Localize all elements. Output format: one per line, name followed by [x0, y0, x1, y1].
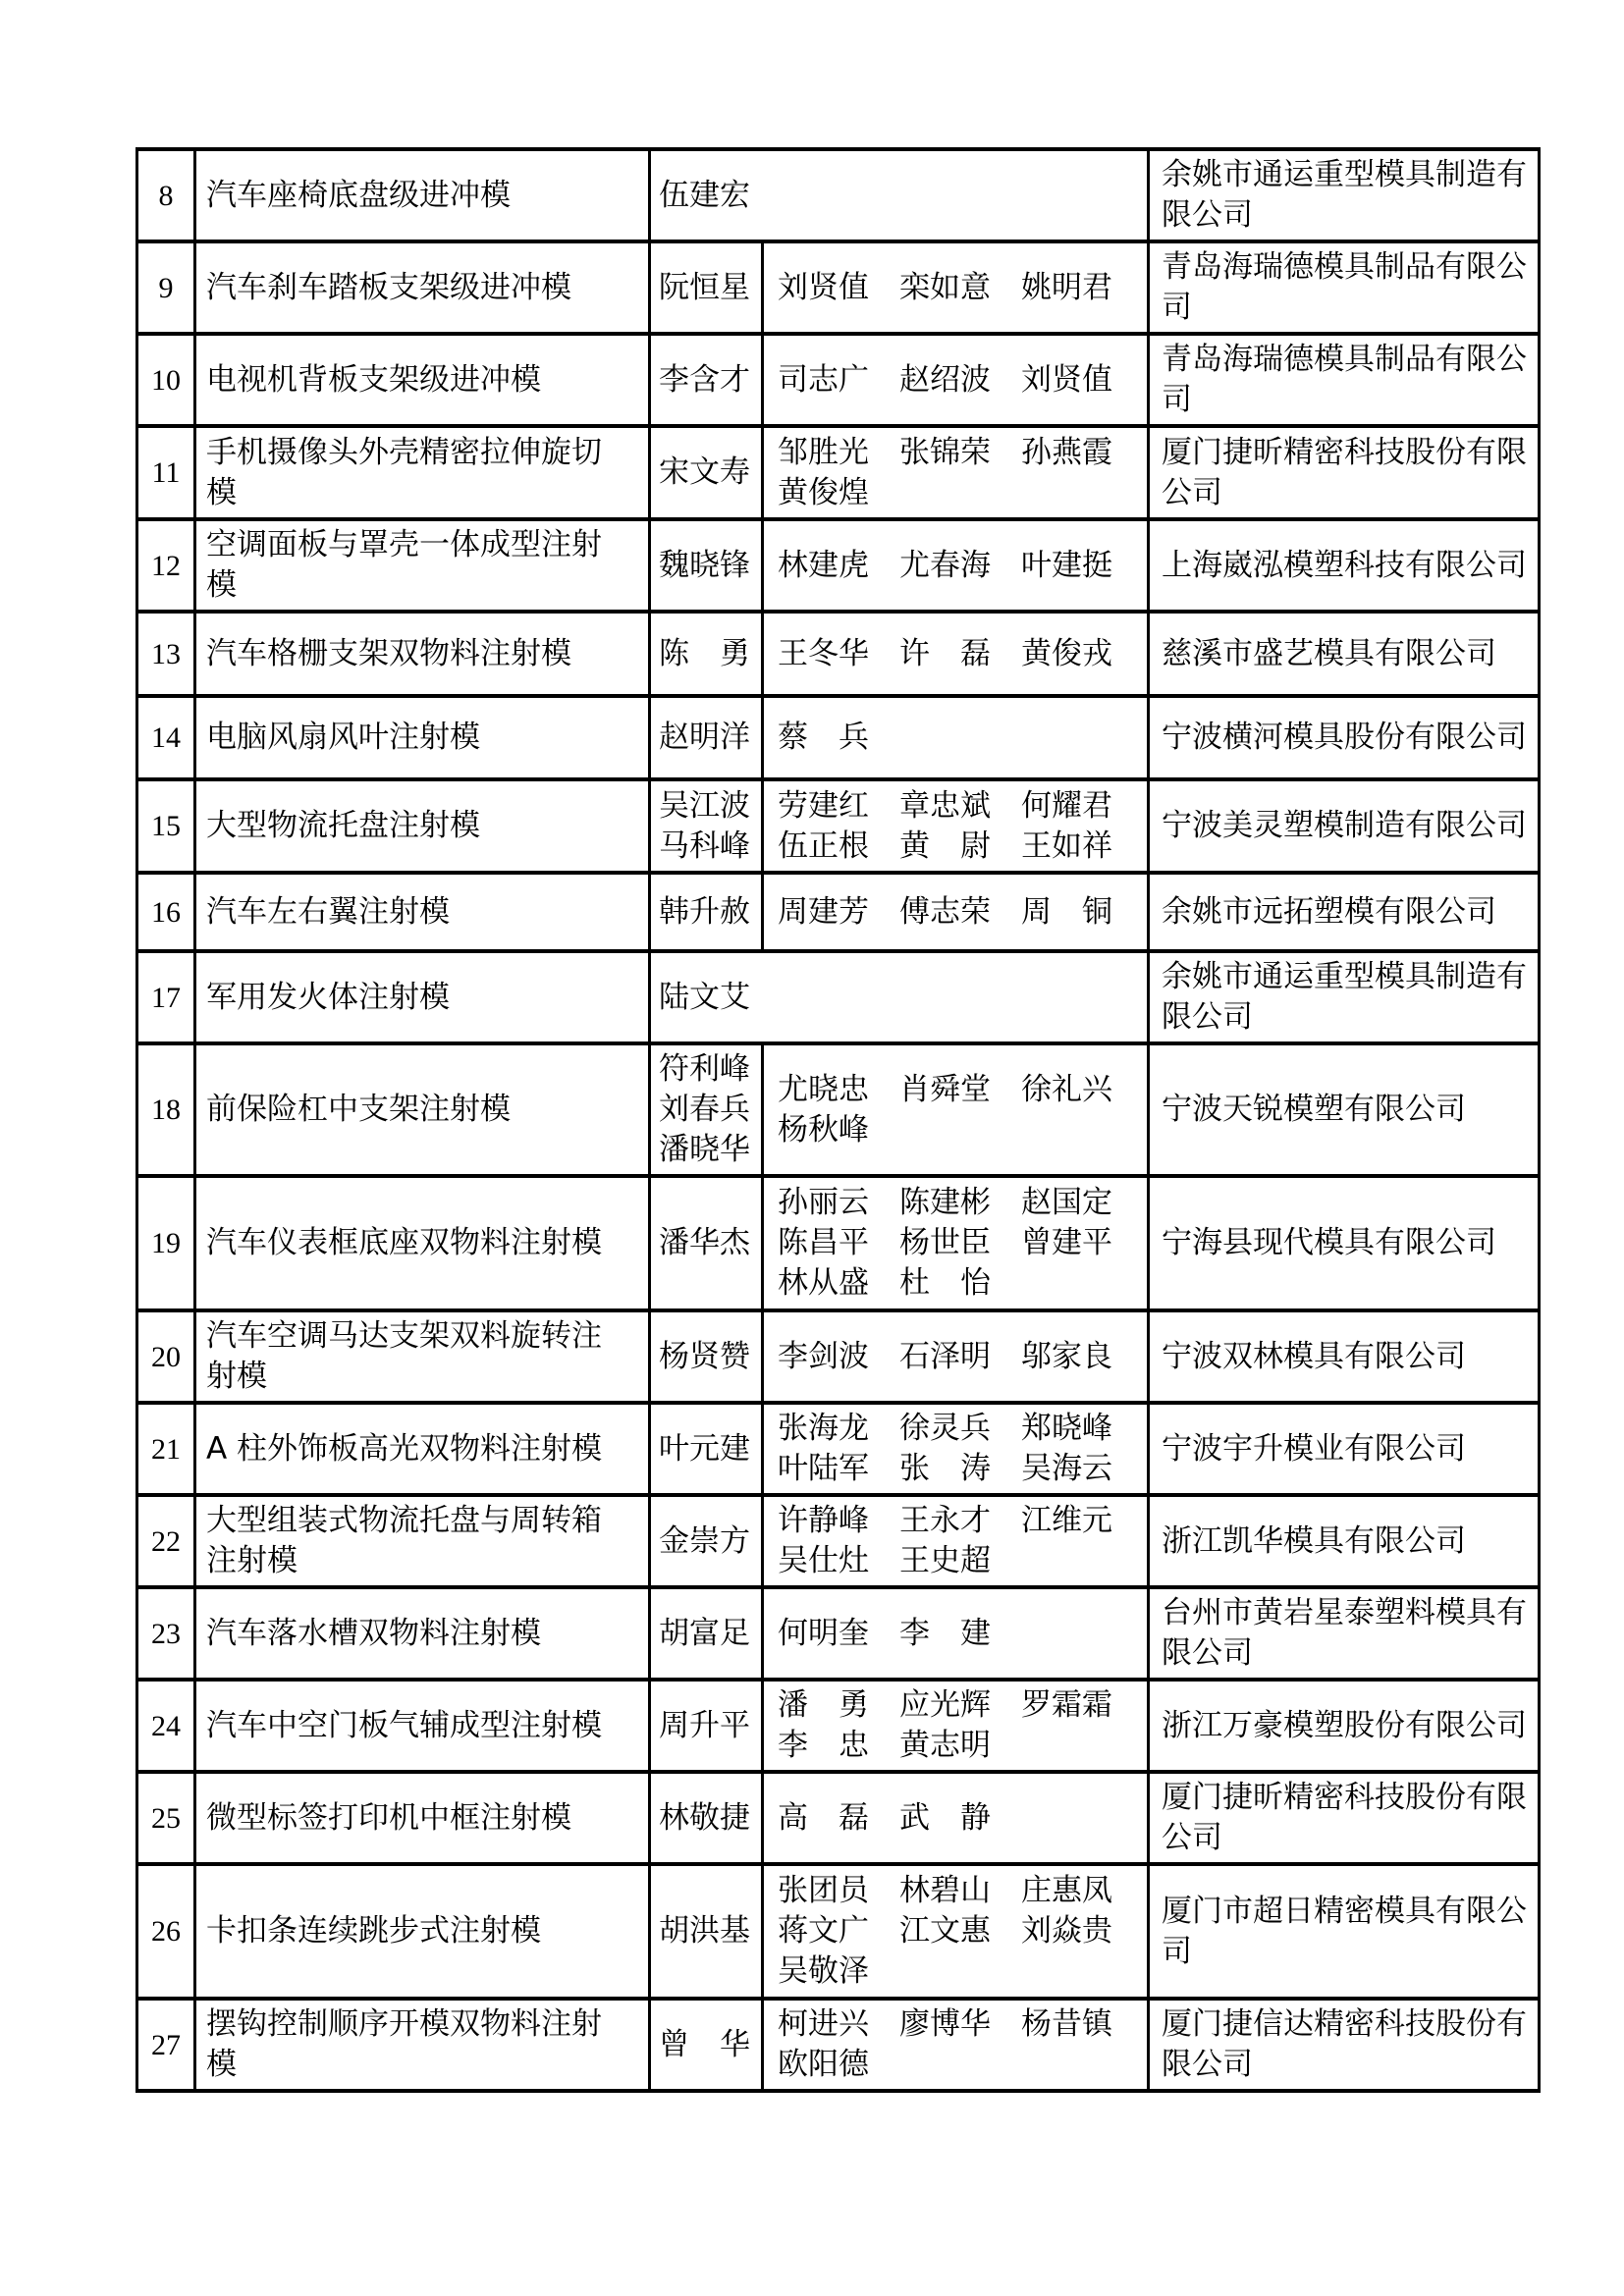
company-cell: 青岛海瑞德模具制品有限公司 — [1149, 241, 1540, 334]
row-number-cell: 13 — [137, 612, 195, 696]
team-members-line: 李剑波 石泽明 邬家良 — [778, 1338, 1112, 1374]
table-row — [137, 696, 1540, 779]
designer-merged-cell — [650, 951, 1149, 1043]
lead-designer-name: 叶元建 — [659, 1430, 750, 1467]
row-number-cell: 17 — [137, 951, 195, 1043]
lead-designer-name: 胡富足 — [659, 1615, 750, 1651]
team-members-line: 劳建红 章忠斌 何耀君 — [778, 787, 1112, 824]
company-cell: 厦门捷昕精密科技股份有限公司 — [1149, 426, 1540, 519]
team-members-line: 高 磊 武 静 — [778, 1799, 991, 1836]
row-number-cell: 21 — [137, 1403, 195, 1495]
project-name-cell: 汽车仪表框底座双物料注射模 — [195, 1176, 650, 1310]
lead-designer-cell — [650, 334, 763, 426]
row-number-cell: 19 — [137, 1176, 195, 1310]
lead-designer-name: 赵明洋 — [659, 720, 750, 755]
lead-designer-name: 韩升赦 — [659, 893, 750, 930]
team-members-cell — [763, 1176, 1149, 1310]
team-members-cell — [763, 241, 1149, 334]
row-number-cell: 18 — [137, 1043, 195, 1176]
team-members-line: 王冬华 许 磊 黄俊戎 — [778, 635, 1112, 671]
team-members-cell — [763, 1403, 1149, 1495]
project-name-cell: 汽车格栅支架双物料注射模 — [195, 612, 650, 696]
company-cell: 厦门捷昕精密科技股份有限公司 — [1149, 1772, 1540, 1864]
lead-designer-name: 阮恒星 — [659, 269, 750, 305]
project-name-cell: 微型标签打印机中框注射模 — [195, 1772, 650, 1864]
table-row — [137, 1176, 1540, 1310]
project-name-cell: 汽车左右翼注射模 — [195, 873, 650, 951]
company-cell: 宁波横河模具股份有限公司 — [1149, 696, 1540, 779]
project-name-cell: 军用发火体注射模 — [195, 951, 650, 1043]
company-cell: 宁波双林模具有限公司 — [1149, 1310, 1540, 1403]
team-members-line: 刘贤值 栾如意 姚明君 — [778, 269, 1112, 305]
row-number-cell: 20 — [137, 1310, 195, 1403]
table-row — [137, 1680, 1540, 1772]
team-members-line: 邹胜光 张锦荣 孙燕霞 — [778, 434, 1112, 470]
project-name-cell: 大型物流托盘注射模 — [195, 779, 650, 873]
table-row — [137, 149, 1540, 241]
table-row — [137, 1999, 1540, 2091]
table-row — [137, 779, 1540, 873]
lead-designer-cell — [650, 1495, 763, 1587]
team-members-line: 吴敬泽 — [778, 1953, 869, 1989]
table-row — [137, 873, 1540, 951]
lead-designer-cell — [650, 1772, 763, 1864]
lead-designer-cell — [650, 1680, 763, 1772]
row-number-cell: 12 — [137, 519, 195, 612]
project-name-cell: 汽车中空门板气辅成型注射模 — [195, 1680, 650, 1772]
team-members-line: 杨秋峰 — [778, 1111, 869, 1148]
team-members-line: 孙丽云 陈建彬 赵国定 — [778, 1185, 1112, 1220]
team-members-line: 蒋文广 江文惠 刘焱贵 — [778, 1913, 1112, 1949]
row-number-cell: 10 — [137, 334, 195, 426]
lead-designer-cell — [650, 519, 763, 612]
lead-designer-cell — [650, 1310, 763, 1403]
project-name-cell: A 柱外饰板高光双物料注射模 — [195, 1403, 650, 1495]
lead-designer-cell — [650, 696, 763, 779]
lead-designer-cell — [650, 1999, 763, 2091]
table-row — [137, 519, 1540, 612]
team-members-cell — [763, 1495, 1149, 1587]
table-row — [137, 1495, 1540, 1587]
team-members-line: 蔡 兵 — [778, 720, 869, 755]
lead-designer-name: 陈 勇 — [659, 635, 750, 671]
lead-designer-cell — [650, 1587, 763, 1680]
table-row — [137, 951, 1540, 1043]
company-cell: 慈溪市盛艺模具有限公司 — [1149, 612, 1540, 696]
row-number-cell: 27 — [137, 1999, 195, 2091]
team-members-line: 伍正根 黄 尉 王如祥 — [778, 828, 1112, 864]
lead-designer-name: 李含才 — [659, 361, 750, 398]
project-name-cell: 汽车落水槽双物料注射模 — [195, 1587, 650, 1680]
award-projects-table — [135, 147, 1541, 2093]
team-members-cell — [763, 1310, 1149, 1403]
team-members-line: 陈昌平 杨世臣 曾建平 — [778, 1225, 1112, 1260]
team-members-cell — [763, 779, 1149, 873]
table-row — [137, 1587, 1540, 1680]
lead-designer-cell — [650, 426, 763, 519]
company-cell: 浙江凯华模具有限公司 — [1149, 1495, 1540, 1587]
company-cell: 青岛海瑞德模具制品有限公司 — [1149, 334, 1540, 426]
project-name-cell: 汽车座椅底盘级进冲模 — [195, 149, 650, 241]
designer-merged-cell — [650, 149, 1149, 241]
project-name-cell: 空调面板与罩壳一体成型注射模 — [195, 519, 650, 612]
team-members-line: 张海龙 徐灵兵 郑晓峰 — [778, 1411, 1112, 1446]
team-members-cell — [763, 1680, 1149, 1772]
row-number-cell: 26 — [137, 1864, 195, 1999]
team-members-cell — [763, 1587, 1149, 1680]
team-members-cell — [763, 873, 1149, 951]
row-number-cell: 16 — [137, 873, 195, 951]
team-members-line: 林从盛 杜 怡 — [778, 1265, 991, 1301]
lead-designer-cell — [650, 873, 763, 951]
team-members-cell — [763, 1864, 1149, 1999]
lead-designer-name: 曾 华 — [659, 2026, 750, 2062]
project-name-cell: 前保险杠中支架注射模 — [195, 1043, 650, 1176]
company-cell: 厦门捷信达精密科技股份有限公司 — [1149, 1999, 1540, 2091]
team-members-cell — [763, 1043, 1149, 1176]
table-row — [137, 1043, 1540, 1176]
company-cell: 宁波美灵塑模制造有限公司 — [1149, 779, 1540, 873]
row-number-cell: 14 — [137, 696, 195, 779]
team-members-line: 何明奎 李 建 — [778, 1615, 991, 1651]
lead-designer-name: 伍建宏 — [659, 177, 750, 213]
company-cell: 余姚市通运重型模具制造有限公司 — [1149, 149, 1540, 241]
lead-designer-name: 吴江波 — [659, 787, 750, 824]
team-members-cell — [763, 334, 1149, 426]
team-members-line: 欧阳德 — [778, 2047, 869, 2082]
company-cell: 上海崴泓模塑科技有限公司 — [1149, 519, 1540, 612]
row-number-cell: 8 — [137, 149, 195, 241]
table-row — [137, 1403, 1540, 1495]
table-row — [137, 241, 1540, 334]
lead-designer-name: 马科峰 — [659, 828, 750, 864]
company-cell: 余姚市远拓塑模有限公司 — [1149, 873, 1540, 951]
table-row — [137, 426, 1540, 519]
project-name-cell: 手机摄像头外壳精密拉伸旋切模 — [195, 426, 650, 519]
row-number-cell: 23 — [137, 1587, 195, 1680]
lead-designer-cell — [650, 779, 763, 873]
team-members-line: 李 忠 黄志明 — [778, 1728, 991, 1763]
lead-designer-name: 潘华杰 — [659, 1225, 750, 1260]
team-members-cell — [763, 696, 1149, 779]
table-row — [137, 1864, 1540, 1999]
team-members-line: 周建芳 傅志荣 周 铜 — [778, 893, 1112, 930]
row-number-cell: 24 — [137, 1680, 195, 1772]
row-number-cell: 11 — [137, 426, 195, 519]
lead-designer-name: 刘春兵 — [659, 1092, 750, 1127]
team-members-line: 黄俊煌 — [778, 474, 869, 510]
company-cell: 宁海县现代模具有限公司 — [1149, 1176, 1540, 1310]
project-name-cell: 电视机背板支架级进冲模 — [195, 334, 650, 426]
project-name-cell: 卡扣条连续跳步式注射模 — [195, 1864, 650, 1999]
table-row — [137, 334, 1540, 426]
lead-designer-name: 魏晓锋 — [659, 547, 750, 583]
table-row — [137, 1772, 1540, 1864]
team-members-cell — [763, 426, 1149, 519]
lead-designer-name: 符利峰 — [659, 1051, 750, 1087]
company-cell: 宁波天锐模塑有限公司 — [1149, 1043, 1540, 1176]
lead-designer-name: 杨贤赞 — [659, 1338, 750, 1374]
lead-designer-name: 宋文寿 — [659, 454, 750, 490]
team-members-cell — [763, 612, 1149, 696]
team-members-cell — [763, 519, 1149, 612]
team-members-line: 尤晓忠 肖舜堂 徐礼兴 — [778, 1071, 1112, 1107]
team-members-cell — [763, 1999, 1149, 2091]
team-members-line: 潘 勇 应光辉 罗霜霜 — [778, 1687, 1112, 1723]
project-name-cell: 汽车刹车踏板支架级进冲模 — [195, 241, 650, 334]
company-cell: 厦门市超日精密模具有限公司 — [1149, 1864, 1540, 1999]
team-members-line: 柯进兴 廖博华 杨昔镇 — [778, 2006, 1112, 2042]
lead-designer-cell — [650, 612, 763, 696]
row-number-cell: 25 — [137, 1772, 195, 1864]
lead-designer-cell — [650, 1176, 763, 1310]
table-row — [137, 1310, 1540, 1403]
team-members-line: 林建虎 尤春海 叶建挺 — [778, 547, 1112, 583]
row-number-cell: 9 — [137, 241, 195, 334]
company-cell: 台州市黄岩星泰塑料模具有限公司 — [1149, 1587, 1540, 1680]
lead-designer-name: 林敬捷 — [659, 1799, 750, 1836]
lead-designer-cell — [650, 1043, 763, 1176]
lead-designer-cell — [650, 241, 763, 334]
lead-designer-name: 胡洪基 — [659, 1913, 750, 1949]
lead-designer-name: 潘晓华 — [659, 1132, 750, 1167]
row-number-cell: 15 — [137, 779, 195, 873]
row-number-cell: 22 — [137, 1495, 195, 1587]
company-cell: 宁波宇升模业有限公司 — [1149, 1403, 1540, 1495]
team-members-line: 张团员 林碧山 庄惠凤 — [778, 1873, 1112, 1908]
table-row — [137, 612, 1540, 696]
lead-designer-name: 陆文艾 — [659, 979, 750, 1015]
project-name-cell: 电脑风扇风叶注射模 — [195, 696, 650, 779]
project-name-cell: 大型组装式物流托盘与周转箱注射模 — [195, 1495, 650, 1587]
lead-designer-name: 金崇方 — [659, 1522, 750, 1559]
company-cell: 余姚市通运重型模具制造有限公司 — [1149, 951, 1540, 1043]
team-members-line: 叶陆军 张 涛 吴海云 — [778, 1451, 1112, 1486]
team-members-cell — [763, 1772, 1149, 1864]
project-name-cell: 汽车空调马达支架双料旋转注射模 — [195, 1310, 650, 1403]
project-name-cell: 摆钩控制顺序开模双物料注射模 — [195, 1999, 650, 2091]
team-members-line: 许静峰 王永才 江维元 — [778, 1503, 1112, 1538]
lead-designer-cell — [650, 1864, 763, 1999]
lead-designer-cell — [650, 1403, 763, 1495]
team-members-line: 吴仕灶 王史超 — [778, 1543, 991, 1578]
lead-designer-name: 周升平 — [659, 1707, 750, 1743]
company-cell: 浙江万豪模塑股份有限公司 — [1149, 1680, 1540, 1772]
team-members-line: 司志广 赵绍波 刘贤值 — [778, 361, 1112, 398]
